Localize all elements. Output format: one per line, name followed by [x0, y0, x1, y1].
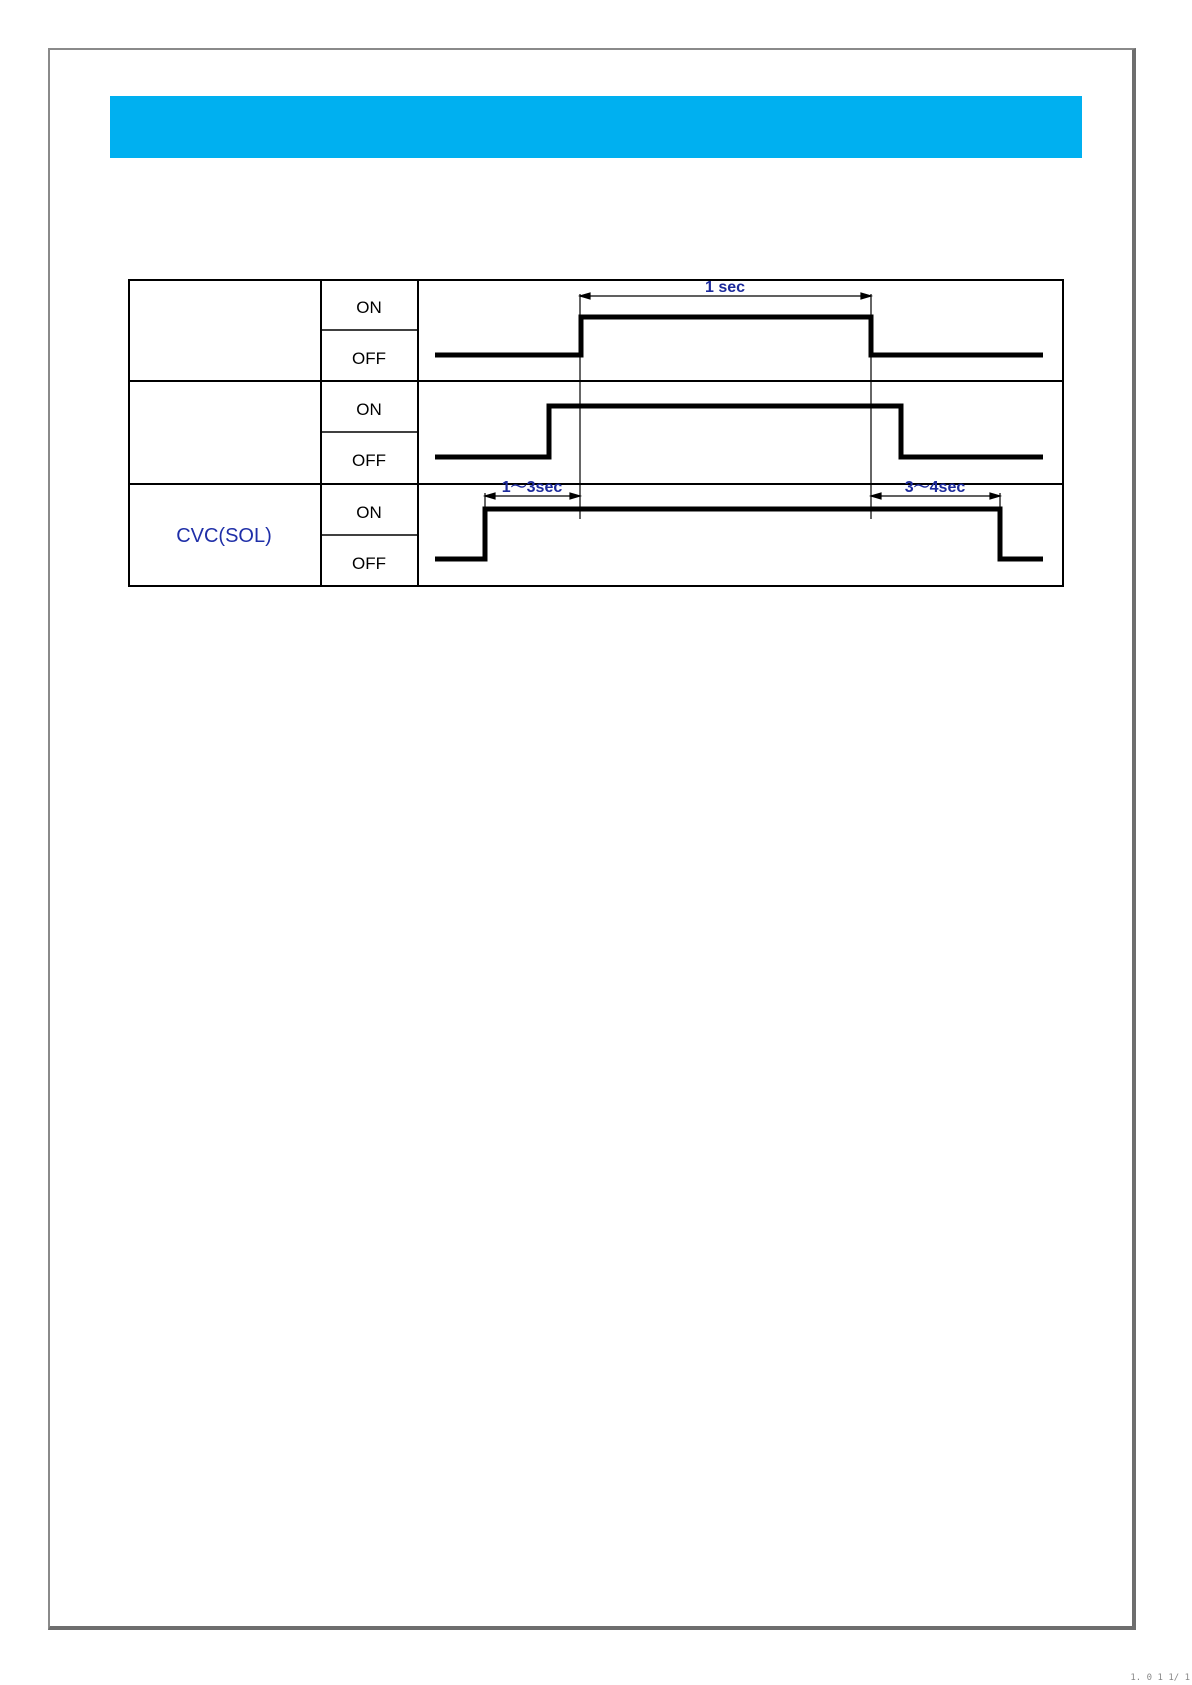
row-1-off-label: OFF: [352, 349, 386, 368]
interval-label-lead: 1～3sec: [501, 479, 563, 496]
interval-label-trail: 3～4sec: [904, 479, 966, 496]
interval-label-1sec: 1 sec: [704, 279, 746, 296]
footer-stamp: 1. 0 1 1/ 1: [1130, 1673, 1190, 1683]
row-3-on-label: ON: [356, 503, 382, 522]
row-1-on-label: ON: [356, 298, 382, 317]
row-2-off-label: OFF: [352, 451, 386, 470]
row-3-off-label: OFF: [352, 554, 386, 573]
row-2-on-label: ON: [356, 400, 382, 419]
row-3-label: CVC(SOL): [176, 525, 272, 547]
section-header-band: [110, 96, 1082, 158]
timing-diagram: [128, 279, 1064, 587]
